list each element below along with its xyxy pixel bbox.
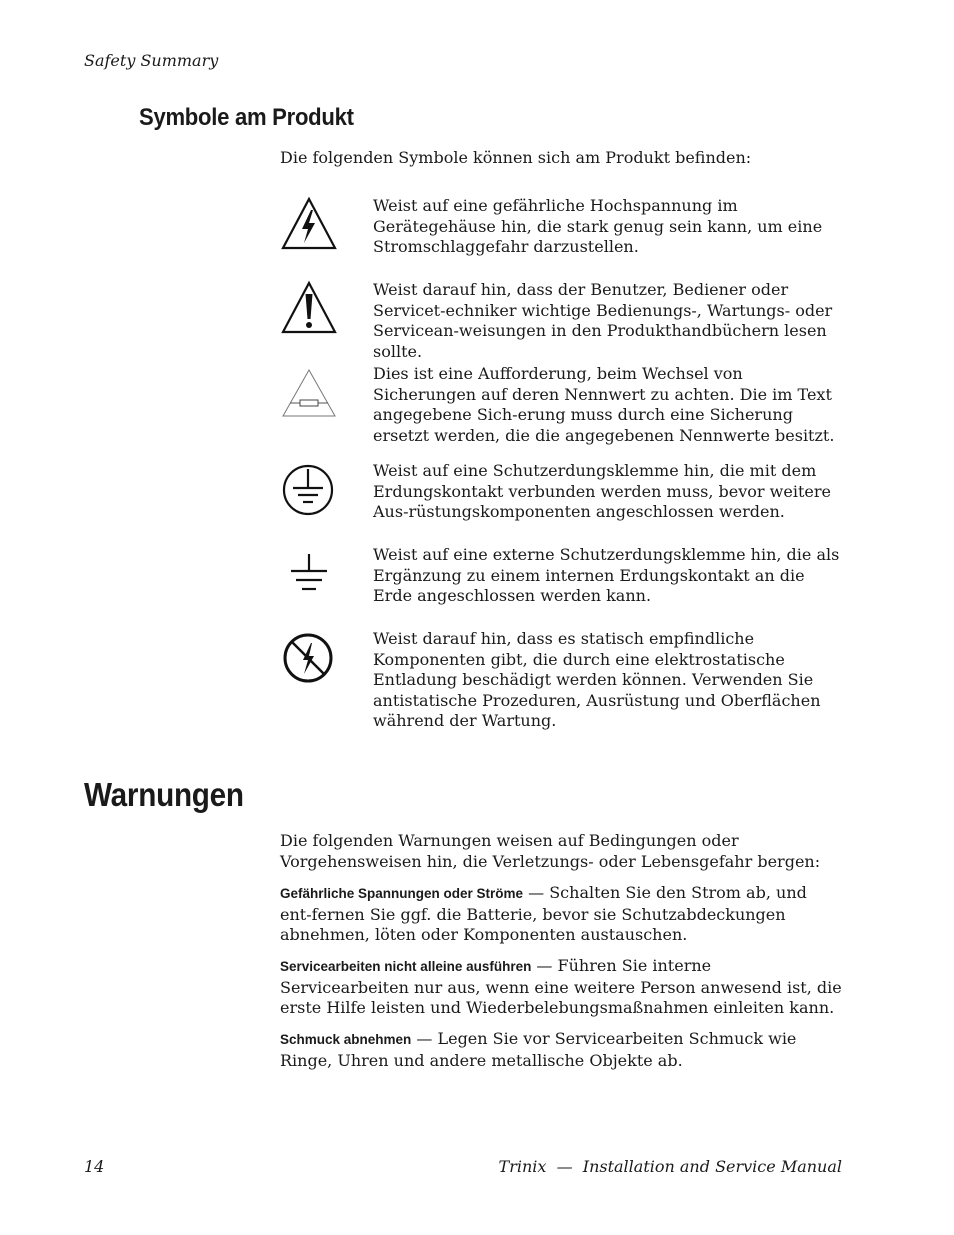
symbol-description: Weist auf eine externe Schutzerdungsklemme hin, die als Ergänzung zu einem internen Erdungskontakt an die Erde angeschlossen werden kann.	[373, 545, 840, 605]
warning-text: — Führen Sie interne Servicearbeiten nur aus, wenn eine weitere Person anwesend ist, die erste Hilfe leisten und Wiederbelebungsmaßnahmen einleiten kann.	[280, 956, 842, 1017]
symbol-description: Weist auf eine Schutzerdungsklemme hin, die mit dem Erdungskontakt verbunden werden muss, bevor weitere Aus-rüstungskomponenten angeschlossen werden.	[373, 461, 831, 521]
protective-earth-icon	[280, 461, 338, 519]
warning-text: — Legen Sie vor Servicearbeiten Schmuck wie Ringe, Uhren und andere metallische Objekte ab.	[280, 1029, 797, 1070]
warning-item	[280, 956, 843, 1019]
high-voltage-triangle-icon	[280, 195, 338, 253]
exclamation-triangle-icon	[280, 279, 338, 337]
fuse-triangle-icon	[280, 364, 338, 422]
symbol-description: Weist darauf hin, dass es statisch empfindliche Komponenten gibt, die durch eine elektrostatische Entladung beschädigt werden können. Verwenden Sie antistatische Prozeduren, Ausrüstung und Oberflächen während der Wartung.	[373, 629, 821, 730]
warning-label: Gefährliche Spannungen oder Ströme	[280, 886, 524, 901]
warning-item	[280, 883, 843, 946]
symbol-description: Weist darauf hin, dass der Benutzer, Bediener oder Servicet-echniker wichtige Bedienungs-, Wartungs- oder Servicean-weisungen in den Produkthandbüchern lesen sollte.	[373, 280, 833, 361]
page-number: 14	[84, 1157, 105, 1176]
warning-label: Servicearbeiten nicht alleine ausführen	[280, 959, 532, 974]
running-header: Safety Summary	[84, 51, 219, 70]
ground-icon	[280, 545, 338, 603]
footer-manual-title: Trinix — Installation and Service Manual	[498, 1157, 842, 1176]
symbol-description: Dies ist eine Aufforderung, beim Wechsel von Sicherungen auf deren Nennwert zu achten. Die im Text angegebene Sich-erung muss durch eine Sicherung ersetzt werden, die die angegebenen Nennwerte besitzt.	[373, 364, 835, 445]
esd-sensitive-icon	[280, 629, 338, 687]
symbols-intro: Die folgenden Symbole können sich am Produkt befinden:	[280, 148, 752, 167]
warning-label: Schmuck abnehmen	[280, 1032, 412, 1047]
warning-text: — Schalten Sie den Strom ab, und ent-fernen Sie ggf. die Batterie, bevor sie Schutzabdeckungen abnehmen, löten oder Komponenten austauschen.	[280, 883, 807, 944]
symbol-description: Weist auf eine gefährliche Hochspannung im Gerätegehäuse hin, die stark genug sein kann, um eine Stromschlaggefahr darzustellen.	[373, 196, 823, 256]
warnings-intro: Die folgenden Warnungen weisen auf Bedingungen oder Vorgehensweisen hin, die Verletzungs- oder Lebensgefahr bergen:	[280, 831, 821, 871]
section-title-warnings: Warnungen	[84, 776, 244, 813]
warning-item	[280, 1029, 843, 1071]
section-title-symbols: Symbole am Produkt	[139, 104, 354, 131]
